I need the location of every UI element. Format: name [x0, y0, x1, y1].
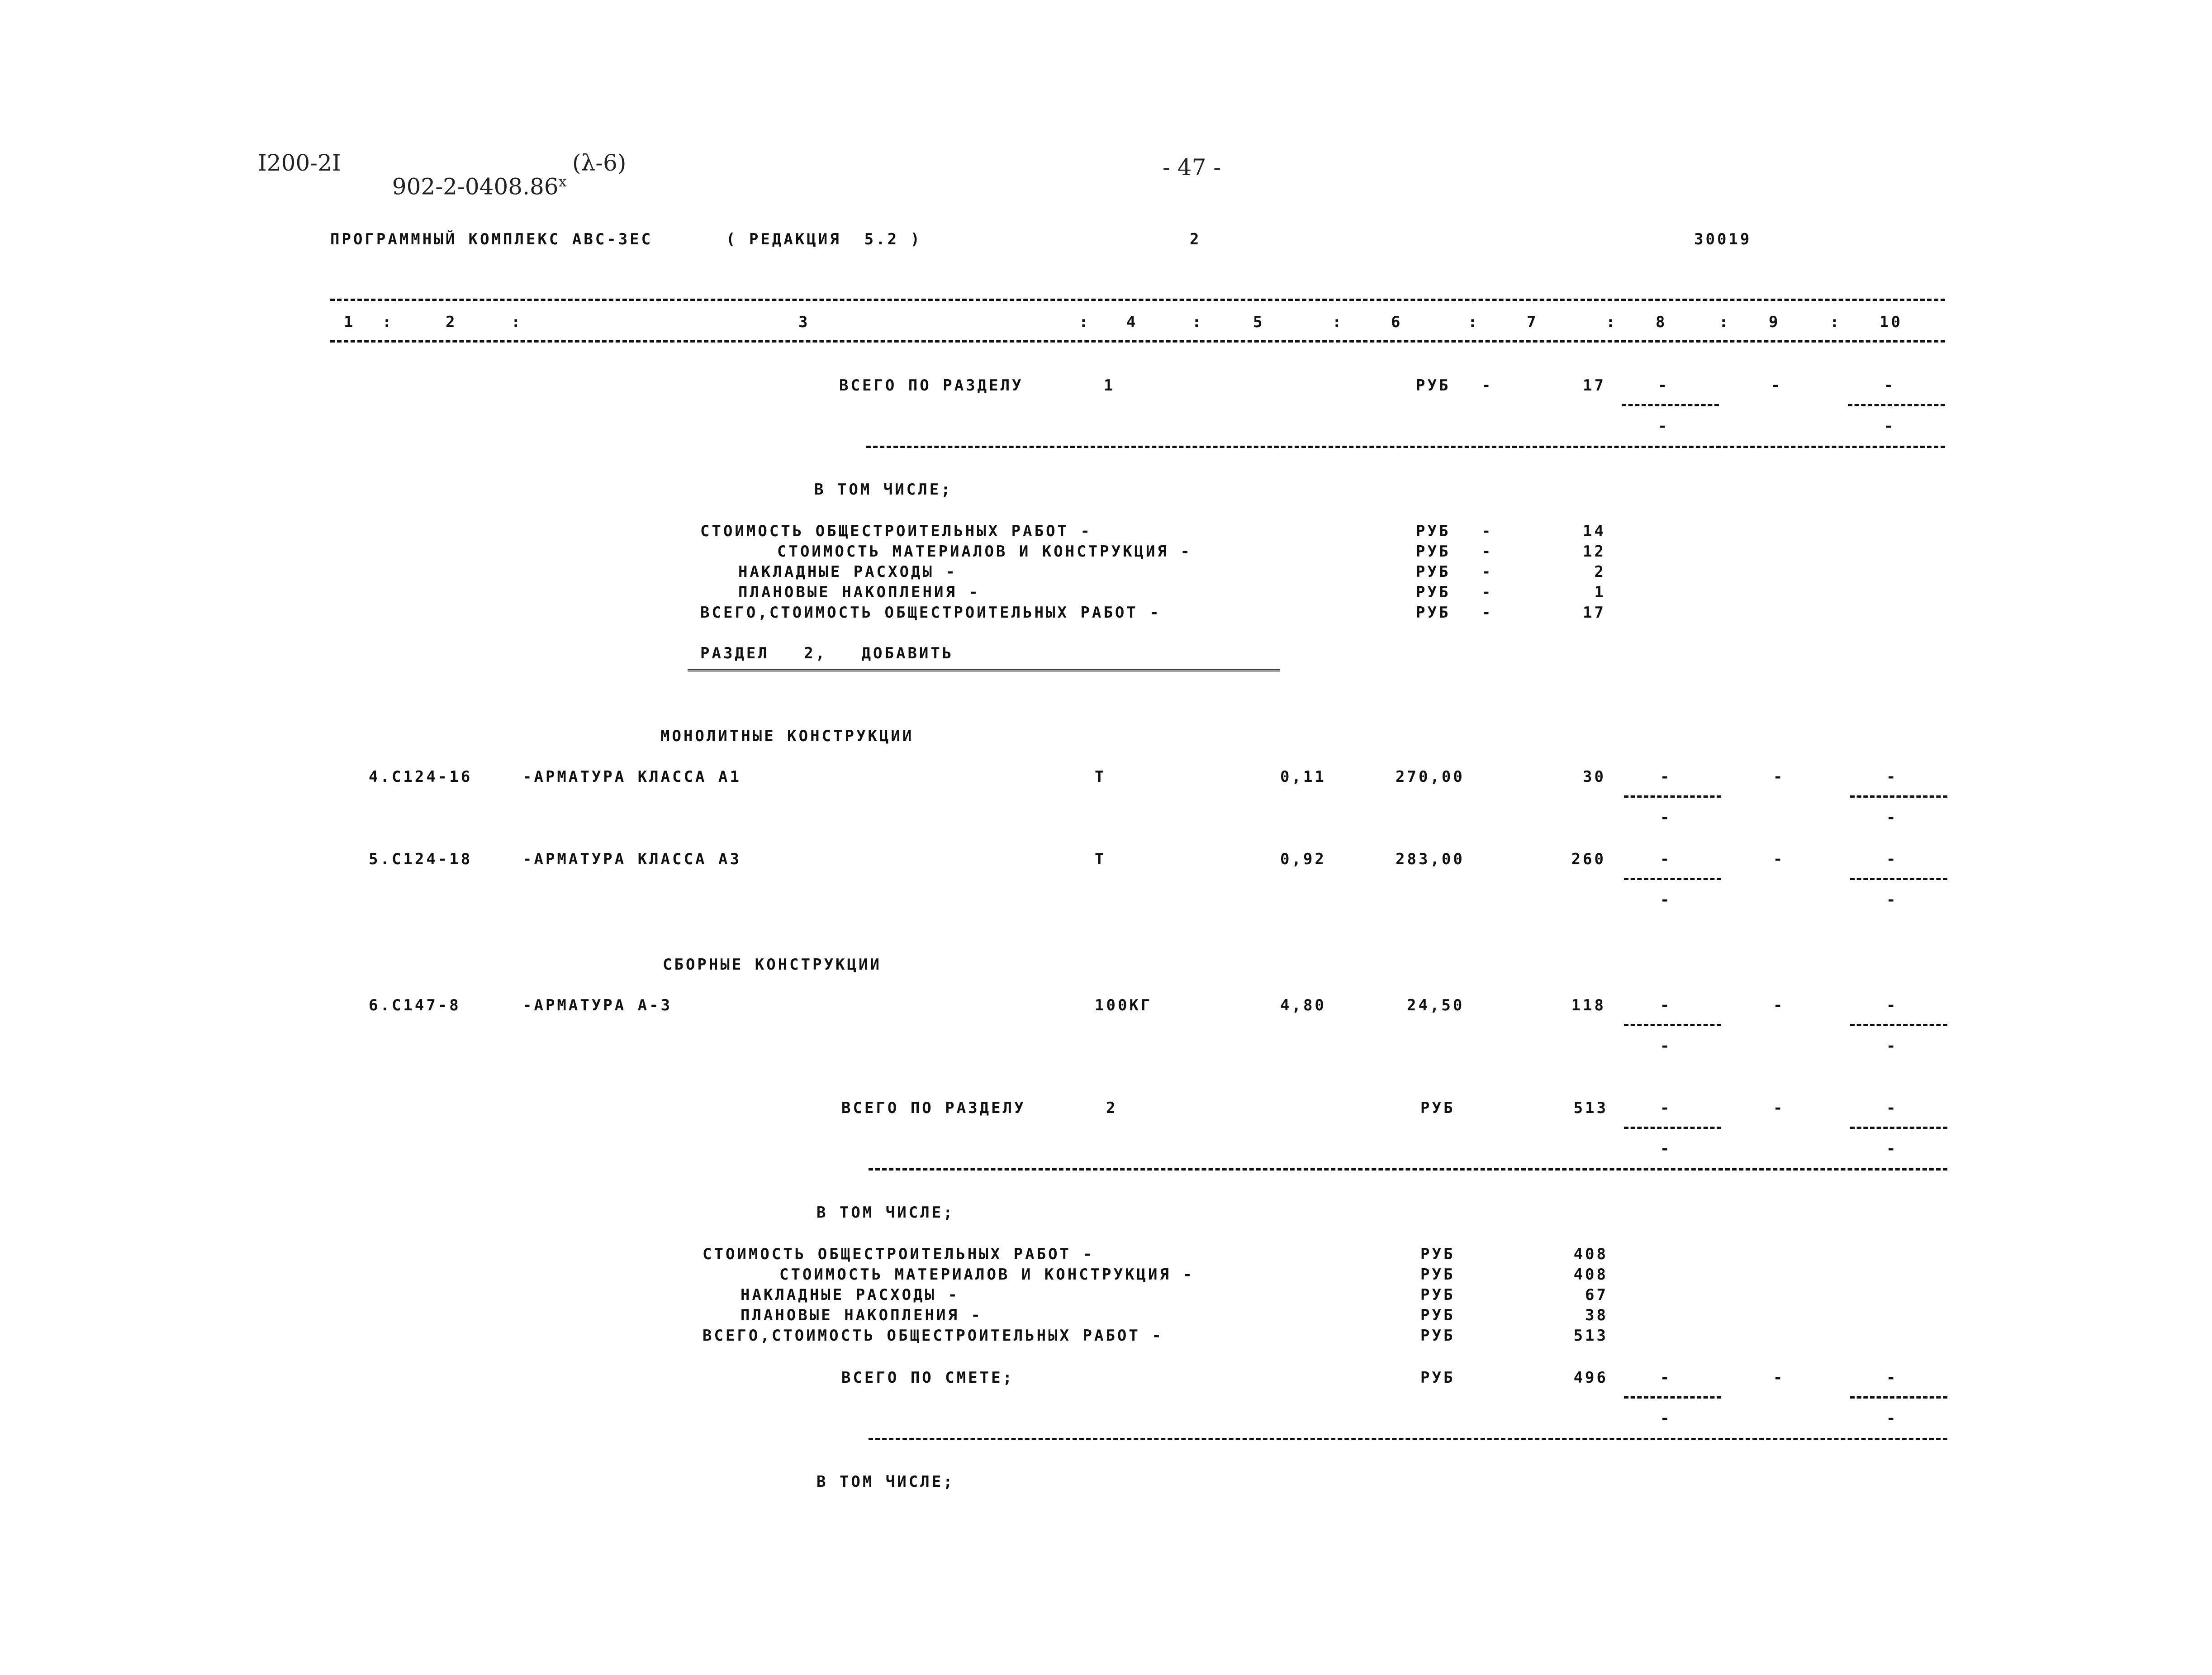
col8-subrule	[1624, 878, 1721, 880]
item-code: 4.С124-16	[369, 768, 473, 786]
section1-number: 1	[1104, 376, 1115, 395]
breakdown-value: 38	[1585, 1306, 1608, 1324]
breakdown-label: НАКЛАДНЫЕ РАСХОДЫ -	[740, 1286, 959, 1304]
col10-dash: -	[1886, 1037, 1898, 1055]
col8-dash: -	[1658, 376, 1670, 395]
section2-title-rule	[688, 669, 1280, 673]
col8-dash: -	[1660, 809, 1672, 827]
column-sep: :	[1079, 313, 1091, 331]
col10-dash: -	[1884, 417, 1896, 435]
column-sep: :	[1332, 313, 1344, 331]
breakdown-unit: РУБ	[1420, 1286, 1455, 1304]
breakdown-dash: -	[1481, 604, 1493, 622]
section2-title: РАЗДЕЛ 2, ДОБАВИТЬ	[700, 644, 954, 662]
column-sep: :	[1606, 313, 1618, 331]
section2-total-rule	[869, 1168, 1947, 1171]
breakdown-label: ВСЕГО,СТОИМОСТЬ ОБЩЕСТРОИТЕЛЬНЫХ РАБОТ -	[700, 604, 1161, 622]
program-edition: ( РЕДАКЦИЯ 5.2 )	[726, 230, 922, 248]
col8-subrule	[1624, 1127, 1721, 1129]
col8-dash: -	[1660, 996, 1672, 1014]
item-name: -АРМАТУРА КЛАССА А1	[522, 768, 741, 786]
item-code: 5.С124-18	[369, 850, 473, 868]
column-sep: :	[1830, 313, 1842, 331]
section1-total-value: 17	[1583, 376, 1606, 395]
item-total: 260	[1571, 850, 1606, 868]
breakdown-label: СТОИМОСТЬ ОБЩЕСТРОИТЕЛЬНЫХ РАБОТ -	[703, 1245, 1094, 1263]
breakdown-unit: РУБ	[1420, 1306, 1455, 1324]
item-name: -АРМАТУРА А-3	[522, 996, 673, 1014]
item-code: 6.С147-8	[369, 996, 461, 1014]
col8-dash: -	[1660, 850, 1672, 868]
col9-dash: -	[1773, 768, 1785, 786]
sheet-number: 2	[1190, 230, 1201, 248]
breakdown-unit: РУБ	[1416, 542, 1451, 561]
column-header-6: 6	[1391, 313, 1403, 331]
section1-total-rule	[866, 446, 1945, 448]
column-header-7: 7	[1527, 313, 1538, 331]
col9-dash: -	[1773, 1099, 1785, 1117]
column-header-2: 2	[446, 313, 457, 331]
column-header-5: 5	[1253, 313, 1265, 331]
col10-subrule	[1850, 1396, 1947, 1399]
col10-dash: -	[1886, 1140, 1898, 1158]
column-header-9: 9	[1769, 313, 1780, 331]
col10-subrule	[1850, 795, 1947, 798]
col10-dash: -	[1886, 768, 1898, 786]
item-unit: 100КГ	[1095, 996, 1153, 1014]
section2-total-unit: РУБ	[1420, 1099, 1455, 1117]
breakdown-value: 408	[1573, 1245, 1608, 1263]
col9-dash: -	[1773, 1369, 1785, 1387]
group-monolithic-heading: МОНОЛИТНЫЕ КОНСТРУКЦИИ	[660, 727, 914, 745]
col8-dash: -	[1658, 417, 1670, 435]
item-price: 24,50	[1407, 996, 1465, 1014]
breakdown-unit: РУБ	[1416, 563, 1451, 581]
item-total: 30	[1583, 768, 1606, 786]
col10-dash: -	[1886, 1409, 1898, 1428]
header-rule-bottom	[330, 340, 1945, 343]
breakdown-label: СТОИМОСТЬ МАТЕРИАЛОВ И КОНСТРУКЦИЯ -	[777, 542, 1192, 561]
breakdown-dash: -	[1481, 522, 1493, 540]
col9-dash: -	[1773, 850, 1785, 868]
section2-total-label: ВСЕГО ПО РАЗДЕЛУ	[841, 1099, 1026, 1117]
breakdown-unit: РУБ	[1420, 1327, 1455, 1345]
col9-dash: -	[1771, 376, 1783, 395]
column-sep: :	[1468, 313, 1480, 331]
col8-dash: -	[1660, 1099, 1672, 1117]
col10-dash: -	[1884, 376, 1896, 395]
section1-breakdown-heading: В ТОМ ЧИСЛЕ;	[814, 481, 953, 499]
col8-dash: -	[1660, 1037, 1672, 1055]
breakdown-unit: РУБ	[1416, 583, 1451, 601]
item-qty: 4,80	[1280, 996, 1326, 1014]
col8-subrule	[1624, 795, 1721, 798]
section2-number: 2	[1106, 1099, 1118, 1117]
col8-dash: -	[1660, 1140, 1672, 1158]
section2-total-value: 513	[1573, 1099, 1608, 1117]
breakdown-unit: РУБ	[1416, 604, 1451, 622]
breakdown-dash: -	[1481, 583, 1493, 601]
col10-dash: -	[1886, 1369, 1898, 1387]
col10-dash: -	[1886, 1099, 1898, 1117]
breakdown-value: 12	[1583, 542, 1606, 561]
breakdown-label: ВСЕГО,СТОИМОСТЬ ОБЩЕСТРОИТЕЛЬНЫХ РАБОТ -	[703, 1327, 1163, 1345]
series-superscript: x	[558, 173, 567, 190]
col8-dash: -	[1660, 768, 1672, 786]
estimate-total-label: ВСЕГО ПО СМЕТЕ;	[841, 1369, 1015, 1387]
document-code: 30019	[1694, 230, 1752, 248]
breakdown-unit: РУБ	[1420, 1266, 1455, 1284]
breakdown-value: 67	[1585, 1286, 1608, 1304]
column-header-8: 8	[1656, 313, 1667, 331]
column-sep: :	[1192, 313, 1204, 331]
col10-dash: -	[1886, 996, 1898, 1014]
breakdown-label: СТОИМОСТЬ МАТЕРИАЛОВ И КОНСТРУКЦИЯ -	[779, 1266, 1194, 1284]
series-number	[378, 152, 567, 198]
item-price: 283,00	[1396, 850, 1465, 868]
breakdown-value: 1	[1594, 583, 1606, 601]
col8-dash: -	[1660, 1369, 1672, 1387]
document-id: I200-2I	[258, 150, 341, 176]
column-header-1: 1	[344, 313, 356, 331]
series-text: 902-2-0408.86	[392, 173, 559, 200]
column-sep: :	[382, 313, 394, 331]
album-number: (λ-6)	[572, 150, 627, 176]
breakdown-value: 408	[1573, 1266, 1608, 1284]
col8-subrule	[1624, 1024, 1721, 1026]
col10-subrule	[1850, 1127, 1947, 1129]
section1-total-dash: -	[1481, 376, 1493, 395]
col10-dash: -	[1886, 850, 1898, 868]
breakdown-unit: РУБ	[1420, 1245, 1455, 1263]
page-number: - 47 -	[1163, 154, 1221, 181]
column-sep: :	[511, 313, 523, 331]
estimate-total-value: 496	[1573, 1369, 1608, 1387]
column-sep: :	[1719, 313, 1731, 331]
estimate-total-rule	[869, 1438, 1947, 1440]
item-qty: 0,92	[1280, 850, 1326, 868]
col8-dash: -	[1660, 1409, 1672, 1428]
final-breakdown-heading: В ТОМ ЧИСЛЕ;	[816, 1473, 955, 1491]
program-title: ПРОГРАММНЫЙ КОМПЛЕКС АВС-ЗЕС	[330, 230, 653, 248]
col10-subrule	[1850, 1024, 1947, 1026]
breakdown-label: НАКЛАДНЫЕ РАСХОДЫ -	[738, 563, 957, 581]
breakdown-value: 513	[1573, 1327, 1608, 1345]
col10-dash: -	[1886, 891, 1898, 909]
estimate-total-unit: РУБ	[1420, 1369, 1455, 1387]
col8-subrule	[1622, 404, 1719, 406]
column-header-4: 4	[1126, 313, 1138, 331]
breakdown-label: ПЛАНОВЫЕ НАКОПЛЕНИЯ -	[738, 583, 980, 601]
breakdown-unit: РУБ	[1416, 522, 1451, 540]
item-unit: Т	[1095, 850, 1106, 868]
col9-dash: -	[1773, 996, 1785, 1014]
header-rule-top	[330, 299, 1945, 301]
item-qty: 0,11	[1280, 768, 1326, 786]
breakdown-label: ПЛАНОВЫЕ НАКОПЛЕНИЯ -	[740, 1306, 983, 1324]
section1-total-unit: РУБ	[1416, 376, 1451, 395]
col10-subrule	[1848, 404, 1945, 406]
breakdown-value: 17	[1583, 604, 1606, 622]
section1-total-label: ВСЕГО ПО РАЗДЕЛУ	[839, 376, 1024, 395]
col10-subrule	[1850, 878, 1947, 880]
breakdown-value: 14	[1583, 522, 1606, 540]
breakdown-dash: -	[1481, 563, 1493, 581]
breakdown-label: СТОИМОСТЬ ОБЩЕСТРОИТЕЛЬНЫХ РАБОТ -	[700, 522, 1092, 540]
breakdown-dash: -	[1481, 542, 1493, 561]
item-unit: Т	[1095, 768, 1106, 786]
item-total: 118	[1571, 996, 1606, 1014]
item-price: 270,00	[1396, 768, 1465, 786]
col8-dash: -	[1660, 891, 1672, 909]
column-header-10: 10	[1880, 313, 1903, 331]
item-name: -АРМАТУРА КЛАССА А3	[522, 850, 741, 868]
column-header-3: 3	[798, 313, 810, 331]
section2-breakdown-heading: В ТОМ ЧИСЛЕ;	[816, 1204, 955, 1222]
breakdown-value: 2	[1594, 563, 1606, 581]
col8-subrule	[1624, 1396, 1721, 1399]
group-prefab-heading: СБОРНЫЕ КОНСТРУКЦИИ	[663, 956, 882, 974]
col10-dash: -	[1886, 809, 1898, 827]
